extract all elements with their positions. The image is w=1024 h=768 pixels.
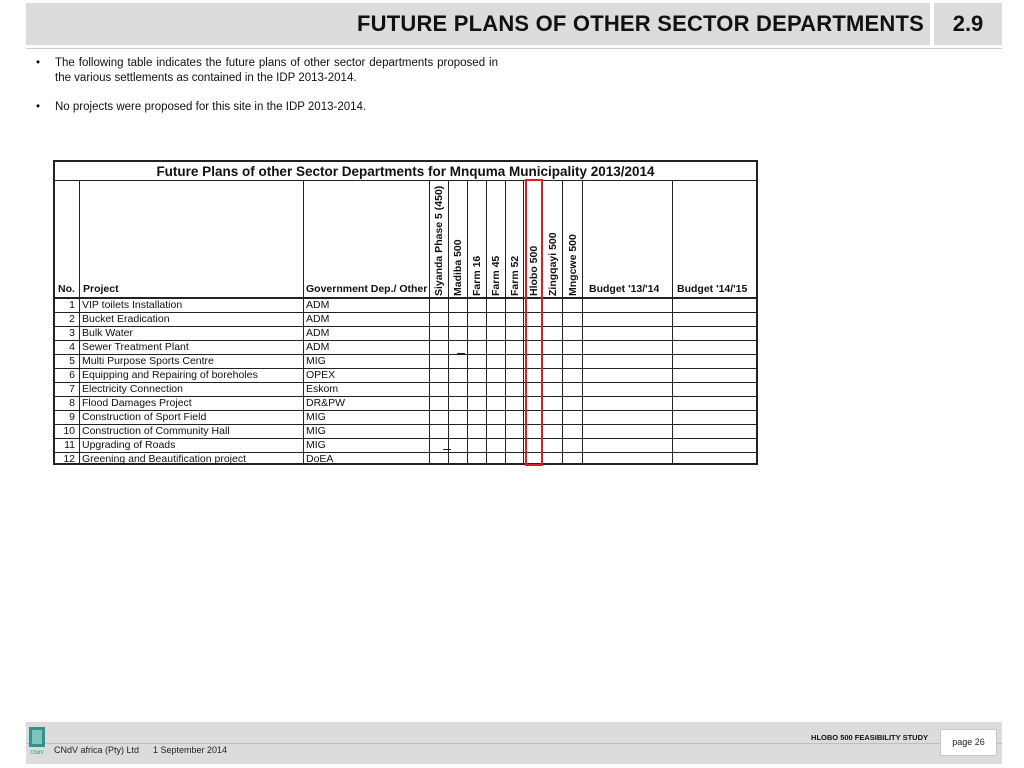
table-column-divider <box>303 181 304 463</box>
table-column-divider <box>523 181 524 463</box>
table-column-divider <box>429 181 430 463</box>
column-header-settlement: Siyanda Phase 5 (450) <box>433 185 445 296</box>
table-dash-mark <box>457 353 465 354</box>
row-department: MIG <box>306 410 326 423</box>
row-project: Bucket Eradication <box>82 312 170 325</box>
row-department: ADM <box>306 326 330 339</box>
column-header-settlement: Zingqayi 500 <box>547 232 559 296</box>
row-department: MIG <box>306 424 326 437</box>
footer-rule <box>26 743 1002 744</box>
column-header-settlement: Farm 16 <box>471 255 483 296</box>
footer-date: 1 September 2014 <box>153 745 228 755</box>
row-project: VIP toilets Installation <box>82 298 183 311</box>
bullet-text: No projects were proposed for this site in the IDP 2013-2014. <box>55 101 367 113</box>
row-department: DR&PW <box>306 396 346 409</box>
table-column-divider <box>467 181 468 463</box>
column-header-settlement: Hlobo 500 <box>528 245 540 296</box>
bullet-icon: • <box>36 101 41 113</box>
row-number: 10 <box>63 424 75 437</box>
row-project: Construction of Sport Field <box>82 410 207 423</box>
row-department: OPEX <box>306 368 336 381</box>
row-department: ADM <box>306 340 330 353</box>
row-number: 12 <box>63 452 75 465</box>
hlobo-500-highlight <box>525 179 543 466</box>
table-row-divider <box>55 326 756 327</box>
column-header-settlement: Farm 52 <box>509 255 521 296</box>
table-column-divider <box>672 181 673 463</box>
row-number: 2 <box>69 312 75 325</box>
table-column-divider <box>486 181 487 463</box>
row-project: Equipping and Repairing of boreholes <box>82 368 258 381</box>
table-dash-mark <box>443 449 451 450</box>
row-number: 1 <box>69 298 75 311</box>
column-header-settlement: Madiba 500 <box>452 239 464 296</box>
row-department: Eskom <box>306 382 339 395</box>
column-header-settlement: Mngcwe 500 <box>567 234 579 296</box>
page-number: page 26 <box>940 729 997 756</box>
row-department: ADM <box>306 298 330 311</box>
row-number: 6 <box>69 368 75 381</box>
footer-company: CNdV africa (Pty) Ltd <box>54 745 140 755</box>
row-number: 9 <box>69 410 75 423</box>
header-rule <box>26 48 1002 49</box>
column-header-budget-14-15: Budget '14/'15 <box>677 283 748 295</box>
row-department: DoEA <box>306 452 334 465</box>
table-column-divider <box>582 181 583 463</box>
column-header-budget-13-14: Budget '13/'14 <box>589 283 660 295</box>
row-number: 3 <box>69 326 75 339</box>
table-column-divider <box>448 181 449 463</box>
bullet-list <box>36 56 498 129</box>
column-header-no: No. <box>58 283 75 295</box>
bullet-item <box>36 100 498 115</box>
row-project: Flood Damages Project <box>82 396 192 409</box>
row-number: 5 <box>69 354 75 367</box>
table-title: Future Plans of other Sector Departments for Mnquma Municipality 2013/2014 <box>55 162 756 181</box>
row-project: Sewer Treatment Plant <box>82 340 189 353</box>
cndv-logo-icon <box>29 727 45 756</box>
logo-text: CNdV <box>30 750 44 756</box>
page-title: FUTURE PLANS OF OTHER SECTOR DEPARTMENTS <box>357 11 924 36</box>
row-number: 7 <box>69 382 75 395</box>
row-department: MIG <box>306 354 326 367</box>
table-column-divider <box>562 181 563 463</box>
bullet-item <box>36 56 498 86</box>
row-project: Upgrading of Roads <box>82 438 176 451</box>
bullet-text: The following table indicates the future plans of other sector departments proposed in the various settlements as contained in the IDP 2013-2014. <box>55 57 498 84</box>
column-header-settlement: Farm 45 <box>490 255 502 296</box>
row-project: Greening and Beautification project <box>82 452 247 465</box>
header-bar <box>26 3 1002 45</box>
column-header-project: Project <box>83 283 119 295</box>
bullet-icon: • <box>36 57 41 69</box>
row-number: 4 <box>69 340 75 353</box>
column-header-department: Government Dep./ Other <box>306 283 428 295</box>
section-number: 2.9 <box>952 11 984 36</box>
row-project: Construction of Community Hall <box>82 424 230 437</box>
row-department: MIG <box>306 438 326 451</box>
row-number: 11 <box>64 438 75 451</box>
footer-study-name: HLOBO 500 FEASIBILITY STUDY <box>811 733 928 742</box>
row-project: Bulk Water <box>82 326 133 339</box>
table-column-divider <box>79 181 80 463</box>
row-number: 8 <box>69 396 75 409</box>
table-column-divider <box>505 181 506 463</box>
future-plans-table <box>53 160 758 465</box>
row-project: Multi Purpose Sports Centre <box>82 354 214 367</box>
row-department: ADM <box>306 312 330 325</box>
row-project: Electricity Connection <box>82 382 183 395</box>
